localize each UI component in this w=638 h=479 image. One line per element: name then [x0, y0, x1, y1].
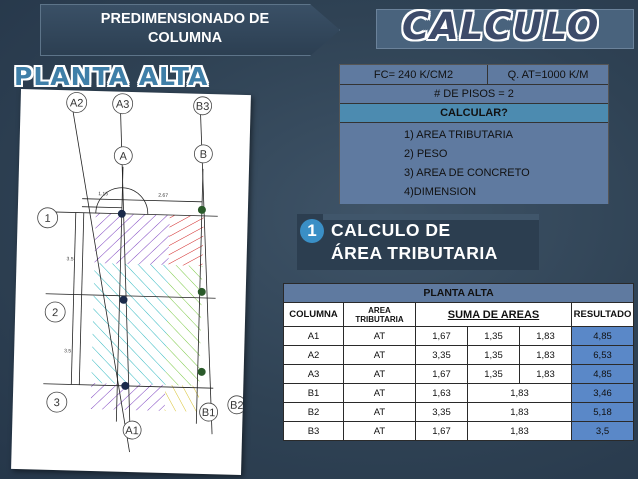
header-suma-areas: SUMA DE AREAS [416, 303, 572, 327]
cell-v2: 1,83 [468, 422, 572, 441]
banner-title [80, 10, 290, 48]
cell-v1: 3,35 [416, 346, 468, 365]
cell-result: 3,46 [572, 384, 634, 403]
table-row [284, 403, 634, 422]
cell-col: B3 [284, 422, 344, 441]
planta-alta-title: PLANTA ALTA [14, 62, 209, 91]
floor-plan-svg [11, 89, 251, 475]
area-b1 [165, 385, 200, 412]
area-a3 [94, 213, 169, 265]
table-row [284, 384, 634, 403]
cell-result: 4,85 [572, 365, 634, 384]
cell-result: 6,53 [572, 346, 634, 365]
cell-result: 5,18 [572, 403, 634, 422]
cell-v3: 1,83 [520, 365, 572, 384]
cell-v2: 1,83 [468, 384, 572, 403]
dim-4: 3.5 [64, 348, 72, 355]
header-columna: COLUMNA [284, 303, 344, 327]
label-a3: A3 [115, 98, 130, 111]
cell-at: AT [344, 403, 416, 422]
cell-col: B1 [284, 384, 344, 403]
cell-col: A3 [284, 365, 344, 384]
label-axis-2: 2 [51, 306, 59, 320]
cell-at: AT [344, 384, 416, 403]
label-axis-a: A [119, 150, 128, 163]
pisos-row: # DE PISOS = 2 [340, 85, 608, 104]
cell-col: A1 [284, 327, 344, 346]
cell-v2: 1,35 [468, 365, 520, 384]
calculator-steps [340, 123, 608, 204]
table-row [284, 365, 634, 384]
area-b2-bottom [165, 327, 201, 386]
dim-1: 1.15 [98, 191, 109, 198]
step-3: 3) AREA DE CONCRETO [404, 167, 530, 179]
cell-v2: 1,83 [468, 403, 572, 422]
cell-v1: 1,67 [416, 422, 468, 441]
banner-line-2: COLUMNA [147, 30, 223, 46]
cell-at: AT [344, 365, 416, 384]
cell-v3: 1,83 [520, 327, 572, 346]
cell-v3: 1,83 [520, 346, 572, 365]
label-axis-3: 3 [53, 397, 61, 410]
cell-col: B2 [284, 403, 344, 422]
banner-line-1: PREDIMENSIONADO DE [100, 11, 270, 27]
label-axis-b: B [199, 148, 208, 161]
cell-at: AT [344, 346, 416, 365]
table-row [284, 327, 634, 346]
header-resultado: RESULTADO [572, 303, 634, 327]
label-axis-1: 1 [44, 212, 51, 225]
cell-v1: 1,67 [416, 365, 468, 384]
qat-value: Q. AT=1000 K/M [488, 65, 608, 84]
label-b1: B1 [201, 406, 216, 420]
cell-v2: 1,35 [468, 346, 520, 365]
results-caption: PLANTA ALTA [284, 284, 634, 303]
section-title [331, 219, 498, 265]
cell-v1: 1,67 [416, 327, 468, 346]
step-1: 1) AREA TRIBUTARIA [404, 129, 514, 141]
area-b2-top [167, 265, 203, 328]
dim-3: 3.5 [66, 256, 74, 263]
cell-v2: 1,35 [468, 327, 520, 346]
calculator-params-row [340, 65, 608, 85]
cell-result: 4,85 [572, 327, 634, 346]
label-a2: A2 [69, 97, 84, 110]
label-a1: A1 [125, 424, 139, 438]
dim-2: 2.67 [158, 192, 169, 199]
step-4: 4)DIMENSION [404, 186, 477, 198]
cell-at: AT [344, 422, 416, 441]
label-b3: B3 [195, 100, 210, 113]
calcular-row: CALCULAR? [340, 104, 608, 123]
floor-plan-drawing [11, 89, 251, 475]
section-number-badge: 1 [300, 219, 324, 243]
section-title-line-1: CALCULO DE [331, 220, 451, 240]
cell-result: 3,5 [572, 422, 634, 441]
header-area-tributaria: AREA TRIBUTARIA [344, 303, 416, 327]
cell-col: A2 [284, 346, 344, 365]
label-b2: B2 [229, 399, 244, 412]
section-title-line-2: ÁREA TRIBUTARIA [331, 243, 498, 263]
fc-value: FC= 240 K/CM2 [340, 65, 488, 84]
results-table [283, 283, 633, 441]
cell-v1: 3,35 [416, 403, 468, 422]
cell-v1: 1,63 [416, 384, 468, 403]
calculator-panel [339, 64, 609, 204]
area-a2-bottom [91, 325, 166, 385]
table-row [284, 422, 634, 441]
cell-at: AT [344, 327, 416, 346]
calculo-title: CALCULO [402, 5, 600, 48]
step-2: 2) PESO [404, 148, 448, 160]
area-b3 [168, 215, 203, 266]
table-row [284, 346, 634, 365]
